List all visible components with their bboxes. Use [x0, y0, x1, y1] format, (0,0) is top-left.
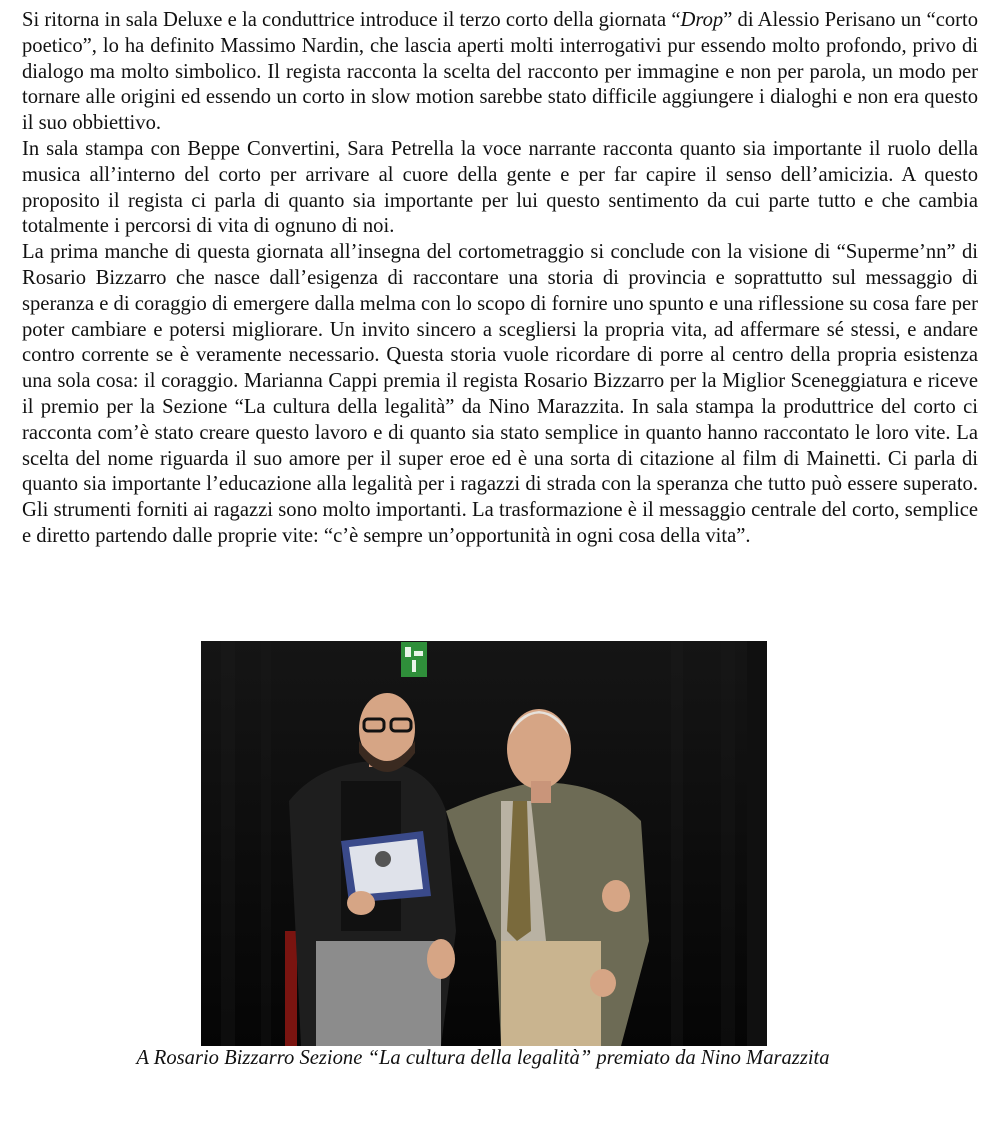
- red-curtain-edge: [285, 931, 297, 1046]
- award-ceremony-photo: [201, 641, 767, 1046]
- article-paragraph-2: In sala stampa con Beppe Convertini, Sara Petrella la voce narrante racconta quanto sia importante il ruolo della musica all’interno del corto per arrivare al cuore della gente e per far capire il senso dell’amicizia. A questo proposito il regista ci parla di quanto sia importante per lui questo sentimento da cui parte tutto e che cambia totalmente i percorsi di vita di ognuno di noi.: [22, 137, 978, 238]
- article-body: [22, 8, 978, 550]
- article-paragraph-1: [22, 8, 978, 137]
- exit-sign-icon: [401, 642, 427, 677]
- article-paragraph-3: La prima manche di questa giornata all’insegna del cortometraggio si conclude con la visione di “Superme’nn” di Rosario Bizzarro che nasce dall’esigenza di raccontare una storia di provincia e soprattutto sul messaggio di speranza e di coraggio di emergere dalla melma con lo scopo di fornire uno spunto e una riflessione su cosa fare per poter cambiare e potersi migliorare. Un invito sincero a scegliersi la propria vita, ad affermare sé stessi, e andare contro corrente se è veramente necessario. Questa storia vuole ricordare di porre al centro della propria esistenza una sola cosa: il coraggio. Marianna Cappi premia il regista Rosario Bizzarro per la Miglior Sceneggiatura e riceve il premio per la Sezione “La cultura della legalità” da Nino Marazzita. In sala stampa la produttrice del corto ci racconta com’è stato creare questo lavoro e di quanto sia stato semplice in quanto hanno raccontato le loro vite. La scelta del nome riguarda il suo amore per il super eroe ed è una sorta di citazione al film di Mainetti. Ci parla di quanto sia importante l’educazione alla legalità per i ragazzi di strada con la speranza che tutto può essere superato. Gli strumenti forniti ai ragazzi sono molto importanti. La trasformazione è il messaggio centrale del corto, semplice e diretto partendo dalle proprie vite: “c’è sempre un’opportunità in ogni cosa della vita”.: [22, 241, 978, 547]
- paragraph-text: Si ritorna in sala Deluxe e la conduttrice introduce il terzo corto della giornata “: [22, 9, 681, 31]
- wall-edge: [747, 641, 767, 1046]
- film-title-drop: Drop: [680, 9, 724, 31]
- photo-caption: A Rosario Bizzarro Sezione “La cultura della legalità” premiato da Nino Marazzita: [136, 1047, 830, 1069]
- paragraph-text: ” di Alessio Perisano un “corto poetico”, lo ha definito Massimo Nardin, che lascia aperti molti interrogativi pur essendo molto profondo, privo di dialogo ma molto simbolico. Il regista racconta la scelta del racconto per immagine e non per parola, un modo per tornare alle origini ed essendo un corto in slow motion sarebbe stato difficile aggiungere i dialoghi e non era questo il suo obbiettivo.: [22, 9, 979, 135]
- photo-illustration: [201, 641, 767, 1046]
